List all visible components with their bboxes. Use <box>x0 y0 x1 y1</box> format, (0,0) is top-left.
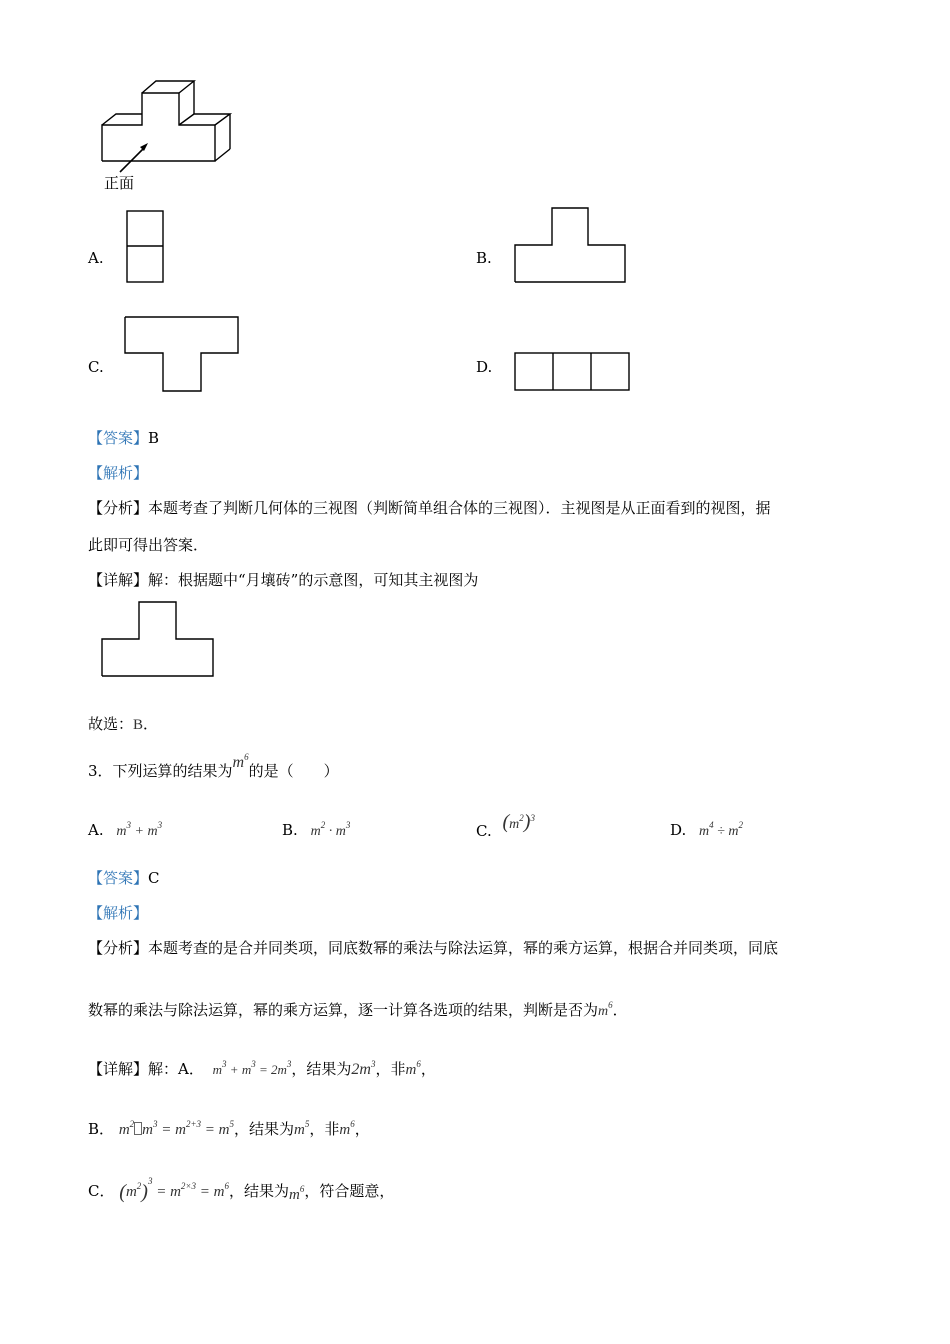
q2-detail-text: 解：根据题中“月壤砖”的示意图，可知其主视图为 <box>148 571 479 589</box>
q3-stem-math: $m^6$ <box>232 752 249 771</box>
q3-detail-b-prefix: B． <box>88 1120 115 1138</box>
q3-option-d-letter: D. <box>670 821 687 839</box>
q3-detail-b-m6: $m^6$ <box>339 1119 355 1138</box>
q3-detail-a-m6: $m^6$ <box>405 1059 421 1078</box>
q3-stem-suffix: 的是（ ） <box>248 762 339 780</box>
q3-option-a-letter: A. <box>88 821 104 839</box>
q3-detail-b-expr: $m^2$ $m^3 = m^{2+3} = m^5$ <box>118 1119 235 1138</box>
q3-detail-b-not: ，非 <box>309 1120 340 1138</box>
option-a-view <box>126 210 166 284</box>
q3-fenxi-line2 <box>88 1000 628 1022</box>
q3-stem <box>88 752 339 782</box>
q3-option-d-expr: $m^4 \div m^2$ <box>699 820 743 839</box>
q3-analysis-tag: 【解析】 <box>88 904 149 922</box>
q3-option-b-expr: $m^2 \cdot m^3$ <box>310 820 351 839</box>
q3-detail-c-expr: $(m^2)^3 = m^{2\times 3} = m^6$ <box>119 1176 229 1203</box>
q3-detail-b-result-label: ，结果为 <box>234 1120 295 1138</box>
q3-option-b <box>282 820 350 842</box>
q2-choose-letter: B <box>133 717 144 733</box>
q3-stem-prefix: 3．下列运算的结果为 <box>88 762 233 780</box>
q2-choose-end: ． <box>143 715 159 733</box>
q2-option-a-letter: A. <box>88 249 104 267</box>
q3-detail-c-result: $m^6$ <box>288 1184 305 1203</box>
q3-detail-a-result-label: ，结果为 <box>291 1060 352 1078</box>
q3-option-c-expr: $(m^2)^3$ <box>502 811 535 833</box>
q3-answer-tag: 【答案】 <box>88 869 149 887</box>
q3-detail-a-result: $2m^3$ <box>351 1059 376 1078</box>
q3-detail-a-expr: $m^3 + m^3 = 2m^3$ <box>212 1059 292 1077</box>
q3-detail-a-not: ，非 <box>375 1060 406 1078</box>
q2-detail-tag: 【详解】 <box>88 571 149 589</box>
q2-detail-view <box>101 601 217 679</box>
option-d-view <box>514 352 632 394</box>
q2-choose <box>88 714 158 735</box>
q2-fenxi-line2: 此即可得出答案． <box>88 536 209 554</box>
q2-option-b-letter: B. <box>476 249 492 267</box>
q3-fenxi-line1 <box>88 938 778 958</box>
q3-option-c-letter: C. <box>476 822 492 840</box>
option-c-view <box>124 316 242 394</box>
q2-answer <box>88 428 159 448</box>
q2-detail <box>88 570 478 590</box>
q3-option-b-letter: B. <box>282 821 298 839</box>
q3-option-c <box>476 811 535 843</box>
q2-option-d-letter: D. <box>476 358 493 376</box>
q2-choose-text: 故选： <box>88 715 134 733</box>
q2-option-c-letter: C. <box>88 358 104 376</box>
q2-analysis-tag: 【解析】 <box>88 464 149 482</box>
option-b-view <box>514 207 628 285</box>
q2-fenxi-text1: 本题考查了判断几何体的三视图（判断简单组合体的三视图）．主视图是从正面看到的视图，据 <box>148 499 771 517</box>
q3-option-a <box>88 820 162 842</box>
q3-detail-b-result: $m^5$ <box>294 1119 310 1138</box>
q3-fenxi-math: $m^6$ <box>598 1000 613 1019</box>
q3-answer <box>88 868 160 888</box>
q2-fenxi-line1 <box>88 498 771 518</box>
q3-detail-a-end: ， <box>420 1060 436 1078</box>
q3-option-d <box>670 820 743 842</box>
front-label: 正面 <box>104 174 135 192</box>
q3-detail-b <box>88 1119 370 1140</box>
q3-detail-a <box>88 1059 436 1080</box>
q3-answer-value: C <box>148 869 160 887</box>
q3-fenxi-tag: 【分析】 <box>88 939 149 957</box>
q2-answer-value: B <box>148 429 160 447</box>
q3-detail-prefix: 解：A． <box>148 1060 204 1078</box>
q2-fenxi-tag: 【分析】 <box>88 499 149 517</box>
q3-detail-c-prefix: C． <box>88 1182 115 1200</box>
q2-answer-tag: 【答案】 <box>88 429 149 447</box>
q3-detail-c <box>88 1176 395 1203</box>
q3-option-a-expr: $m^3 + m^3$ <box>116 820 163 839</box>
q3-detail-tag: 【详解】 <box>88 1060 149 1078</box>
q3-detail-c-end: ，符合题意， <box>304 1182 395 1200</box>
q3-detail-c-result-label: ，结果为 <box>228 1182 289 1200</box>
q3-fenxi-text2: 数幂的乘法与除法运算，幂的乘方运算，逐一计算各选项的结果，判断是否为 <box>88 1001 599 1019</box>
q3-fenxi-text1: 本题考查的是合并同类项，同底数幂的乘法与除法运算，幂的乘方运算，根据合并同类项，同底 <box>148 939 779 957</box>
q3-detail-b-end: ， <box>354 1120 370 1138</box>
q3-fenxi-end: ． <box>612 1001 628 1019</box>
